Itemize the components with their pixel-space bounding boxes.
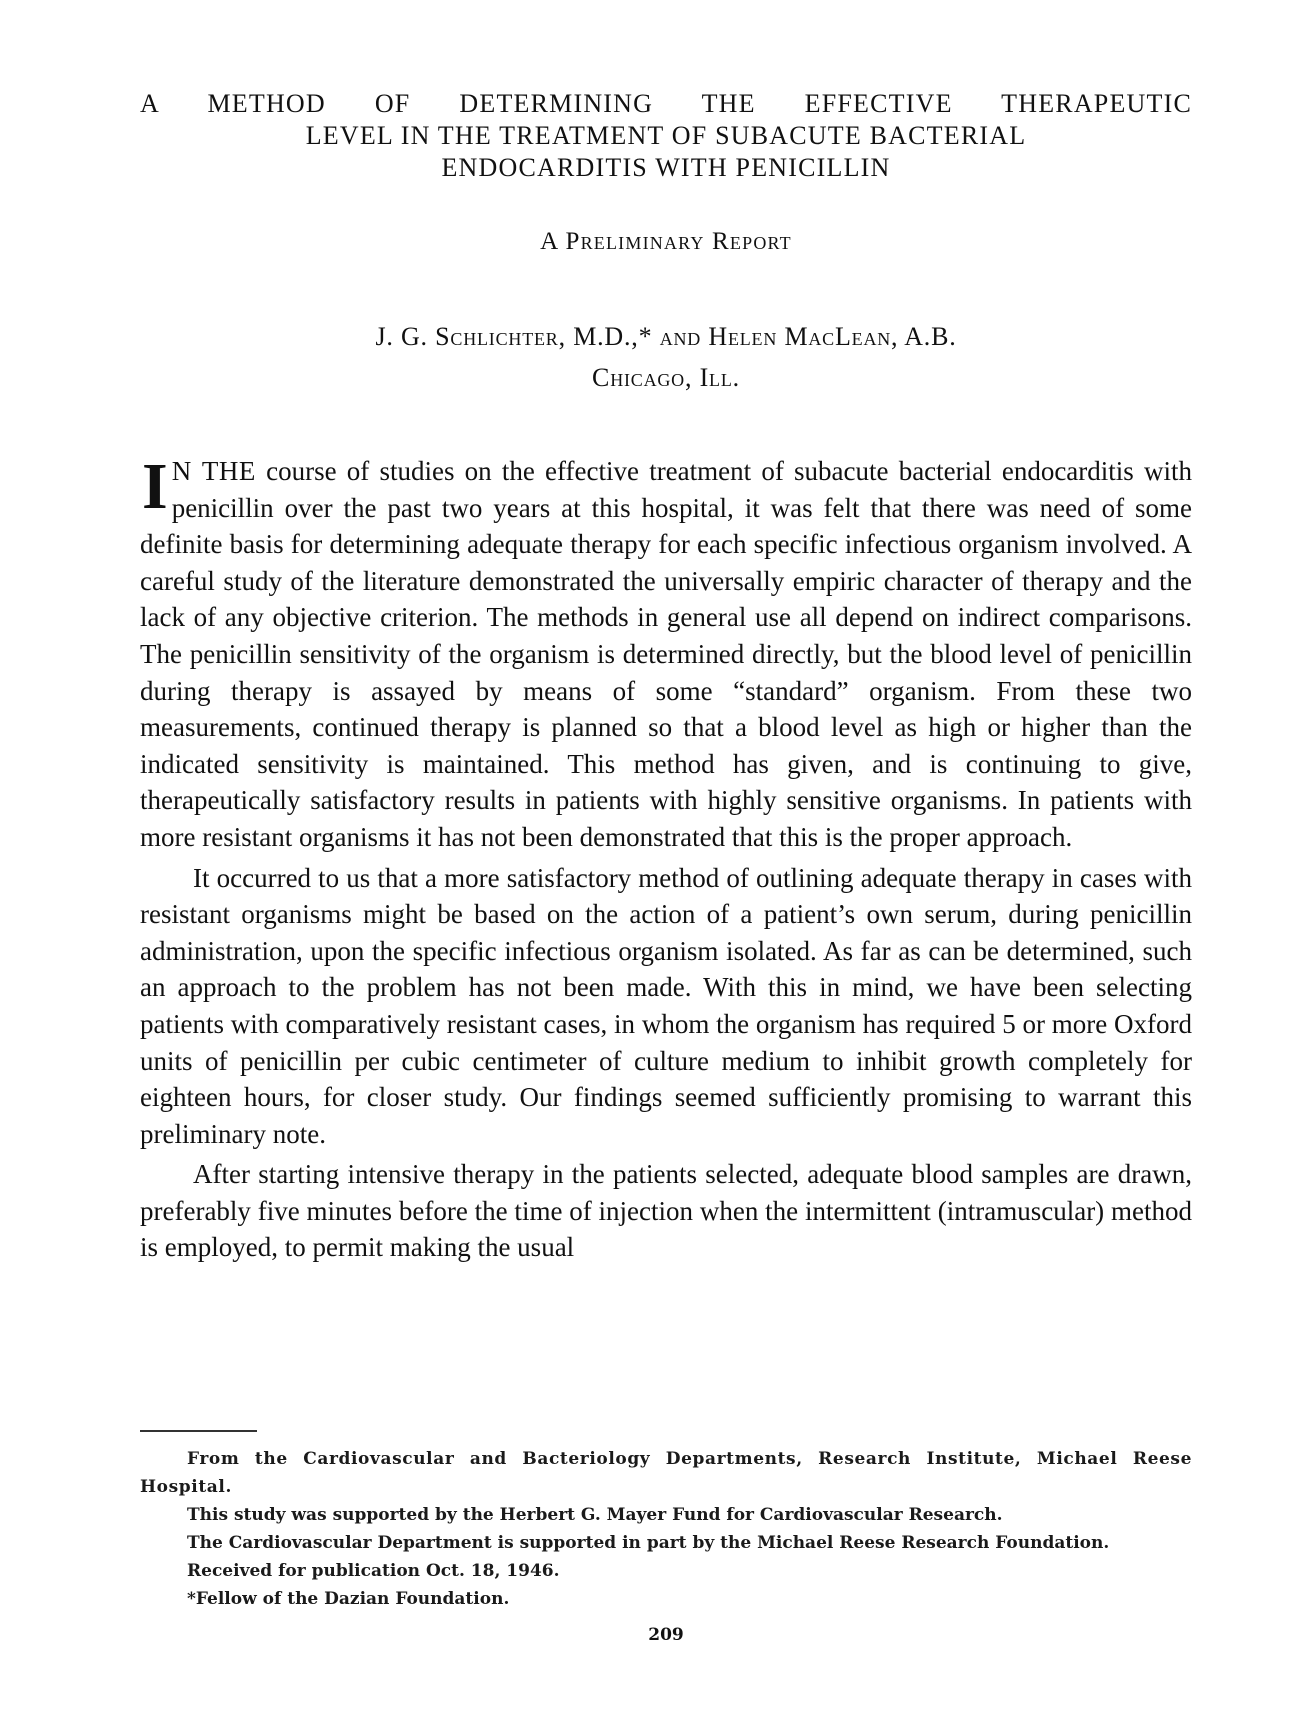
- author-line: J. G. Schlichter, M.D.,* and Helen MacLean, A.B.: [375, 322, 957, 351]
- drop-cap: I: [142, 450, 168, 523]
- body-paragraph: It occurred to us that a more satisfactory method of outlining adequate therapy in cases with resistant organisms might be based on the action of a patient’s own serum, during penicillin administration, upon the specific infectious organism isolated. As far as can be determined, such an approach to the problem has not been made. With this in mind, we have been selecting patients with comparatively resistant cases, in whom the organism has required 5 or more Oxford units of penicillin per cubic centimeter of culture medium to inhibit growth completely for eighteen hours, for closer study. Our findings seemed sufficiently promising to warrant this preliminary note.: [140, 862, 1192, 1149]
- body-paragraph: [140, 450, 1192, 856]
- title-line: A METHOD OF DETERMINING THE EFFECTIVE THERAPEUTIC: [140, 89, 1192, 118]
- footnote: This study was supported by the Herbert G. Mayer Fund for Cardiovascular Research.: [187, 1505, 1003, 1525]
- article-body: [140, 450, 1192, 1266]
- author-location: Chicago, Ill.: [592, 363, 740, 392]
- body-paragraph: After starting intensive therapy in the patients selected, adequate blood samples are drawn, preferably five minutes before the time of injection when the intermittent (intramuscular) method is employed, to permit making the usual: [140, 1159, 1192, 1263]
- title-line: LEVEL IN THE TREATMENT OF SUBACUTE BACTERIAL: [305, 121, 1027, 150]
- footnote: Received for publication Oct. 18, 1946.: [187, 1561, 560, 1581]
- paragraph-text: course of studies on the effective treatment of subacute bacterial endocarditis with penicillin over the past two years at this hospital, it was felt that there was need of some definite basis for determining adequate therapy for each specific infectious organism involved. A careful study of the literature demonstrated the universally empiric character of therapy and the lack of any objective criterion. The methods in general use all depend on indirect comparisons. The penicillin sensitivity of the organism is determined directly, but the blood level of penicillin during therapy is assayed by means of some “standard” organism. From these two measurements, continued therapy is planned so that a blood level as high or higher than the indicated sensitivity is maintained. This method has given, and is continuing to give, therapeutically satisfactory results in patients with highly sensitive organisms. In patients with more resistant organisms it has not been demonstrated that this is the proper approach.: [140, 456, 1192, 852]
- title-line: ENDOCARDITIS WITH PENICILLIN: [441, 153, 891, 182]
- footnotes: [140, 1445, 1192, 1613]
- footnote: *Fellow of the Dazian Foundation.: [187, 1589, 510, 1609]
- page-number: 209: [648, 1625, 684, 1645]
- footnote: From the Cardiovascular and Bacteriology Departments, Research Institute, Michael Reese Hospital.: [140, 1449, 1192, 1497]
- article-title: [140, 88, 1192, 184]
- footnote: The Cardiovascular Department is supported in part by the Michael Reese Research Foundation.: [187, 1533, 1110, 1553]
- lead-in-caps: N THE: [171, 456, 256, 486]
- footnote-rule: [140, 1430, 257, 1432]
- article-subtitle: A Preliminary Report: [540, 228, 792, 255]
